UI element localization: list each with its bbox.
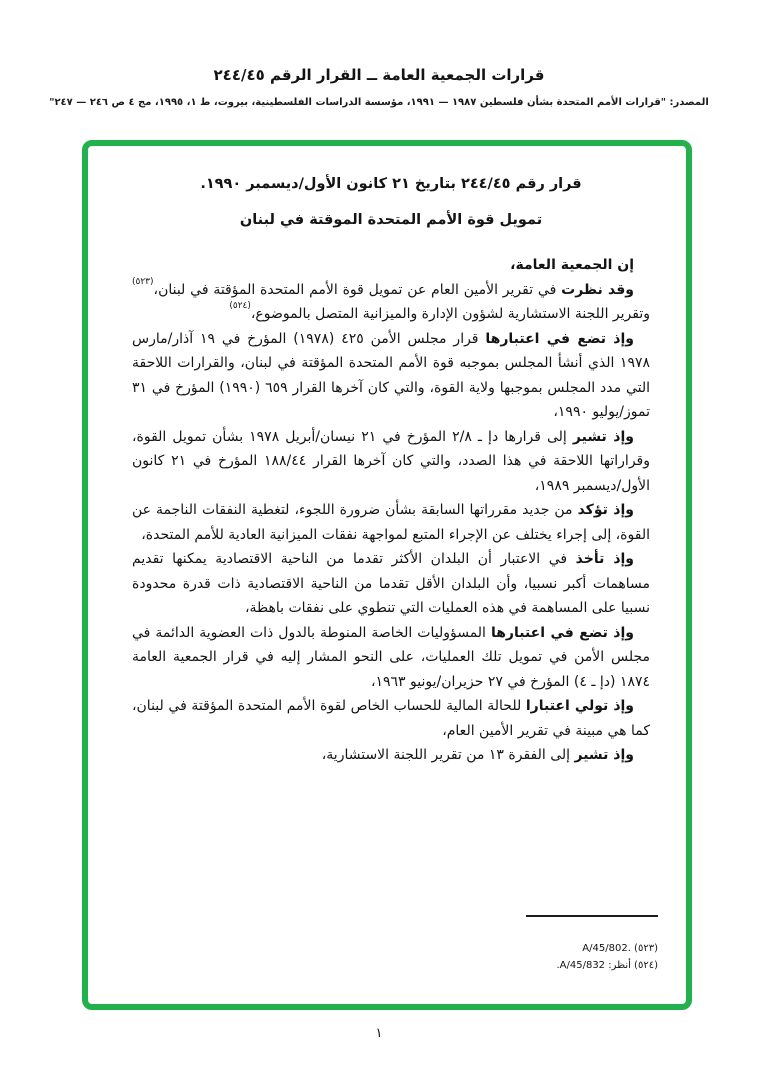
paragraph-lead: وإذ تؤكد bbox=[577, 502, 634, 518]
footnote-ref-523: (٥٢٣) bbox=[132, 276, 154, 287]
preamble-paragraph bbox=[132, 498, 650, 547]
footnote-524: (٥٢٤) أنظر: A/45/832. bbox=[556, 960, 658, 971]
paragraph-text: في الاعتبار أن البلدان الأكثر تقدما من الناحية الاقتصادية يمكنها تقديم مساهمات أكبر نسبيا، وأن البلدان الأقل تقدما من الناحية الاقتصادية ذات قدرة محدودة نسبيا على المساهمة في هذه العمليات التي تنطوي على نفقات باهظة، bbox=[132, 551, 650, 616]
footnotes-block bbox=[526, 915, 658, 974]
preamble-paragraph bbox=[132, 425, 650, 499]
paragraph-lead: وإذ تضع في اعتبارها bbox=[490, 624, 634, 641]
paragraph-lead: وإذ تشير bbox=[572, 428, 634, 445]
paragraph-lead: وإذ تولي اعتبارا bbox=[525, 698, 635, 714]
paragraph-lead: وقد نظرت bbox=[561, 281, 634, 298]
paragraph-text: وتقرير اللجنة الاستشارية لشؤون الإدارة والميزانية المتصل بالموضوع، bbox=[250, 306, 650, 322]
paragraph-text: في تقرير الأمين العام عن تمويل قوة الأمم المتحدة المؤقتة في لبنان، bbox=[153, 281, 562, 298]
resolution-frame bbox=[82, 140, 692, 1010]
page-number: ١ bbox=[375, 1026, 383, 1041]
paragraph-text: إلى الفقرة ١٣ من تقرير اللجنة الاستشارية، bbox=[321, 747, 575, 763]
source-citation: المصدر: "قرارات الأمم المتحدة بشأن فلسطين ١٩٨٧ — ١٩٩١، مؤسسة الدراسات الفلسطينية، بيروت، ط ١، ١٩٩٥، مج ٤ ص ٢٤٦ — ٢٤٧" bbox=[49, 97, 709, 108]
paragraph-lead: وإذ تأخذ bbox=[575, 551, 635, 567]
paragraph-lead: وإذ تضع في اعتبارها bbox=[485, 330, 634, 347]
preamble-paragraph bbox=[132, 621, 650, 695]
resolution-subheading: تمويل قوة الأمم المتحدة الموقتة في لبنان bbox=[239, 211, 543, 228]
footnote-ref-524: (٥٢٤) bbox=[229, 301, 251, 312]
preamble-paragraph bbox=[132, 694, 650, 743]
paragraph-text: المسؤوليات الخاصة المنوطة بالدول ذات العضوية الدائمة في مجلس الأمن في تمويل تلك العمليات، على النحو المشار إليه في قرار الجمعية العامة ١٨٧٤ (دإ ـ ٤) المؤرخ في ٢٧ حزيران/يونيو ١٩٦٣، bbox=[132, 624, 650, 690]
resolution-body bbox=[88, 146, 686, 768]
footnote-separator-rule bbox=[526, 915, 658, 932]
page-header bbox=[0, 0, 758, 108]
footnote-523: (٥٢٣) A/45/802.‎ bbox=[582, 943, 658, 954]
paragraph-text: قرار مجلس الأمن ٤٢٥ (١٩٧٨) المؤرخ في ١٩ آذار/مارس ١٩٧٨ الذي أنشأ المجلس بموجبه قوة الأمم المتحدة المؤقتة في لبنان، والقرارات اللاحقة التي مدد المجلس بموجبها ولاية القوة، والتي كان آخرها القرار ٦٥٩ (١٩٩٠) المؤرخ في ٣١ تموز/يوليو ١٩٩٠، bbox=[132, 330, 650, 420]
resolution-heading: قرار رقم ٢٤٤/٤٥ بتاريخ ٢١ كانون الأول/ديسمبر ١٩٩٠. bbox=[200, 176, 582, 192]
paragraph-text: من جديد مقرراتها السابقة بشأن ضرورة اللجوء، لتغطية النفقات الناجمة عن القوة، إلى إجراء يختلف عن الإجراء المتبع لمواجهة نفقات الميزانية العادية للأمم المتحدة، bbox=[132, 502, 650, 543]
paragraph-text: للحالة المالية للحساب الخاص لقوة الأمم المتحدة المؤقتة في لبنان، كما هي مبينة في تقرير الأمين العام، bbox=[132, 698, 650, 739]
paragraph-text: إلى قرارها دإ ـ ٢/٨ المؤرخ في ٢١ نيسان/أبريل ١٩٧٨ بشأن تمويل القوة، وقراراتها اللاحقة في هذا الصدد، والتي كان آخرها القرار ١٨٨/٤٤ المؤرخ في ٢١ كانون الأول/ديسمبر ١٩٨٩، bbox=[132, 428, 650, 494]
paragraph-lead: وإذ تشير bbox=[574, 747, 634, 763]
preamble-paragraph bbox=[132, 278, 650, 327]
preamble-paragraph bbox=[132, 743, 650, 768]
preamble-paragraph bbox=[132, 327, 650, 425]
opening-phrase: إن الجمعية العامة، bbox=[510, 257, 634, 273]
page-title: قرارات الجمعية العامة ــ القرار الرقم ٢٤٤/٤٥ bbox=[213, 66, 545, 84]
preamble-paragraph bbox=[132, 547, 650, 621]
